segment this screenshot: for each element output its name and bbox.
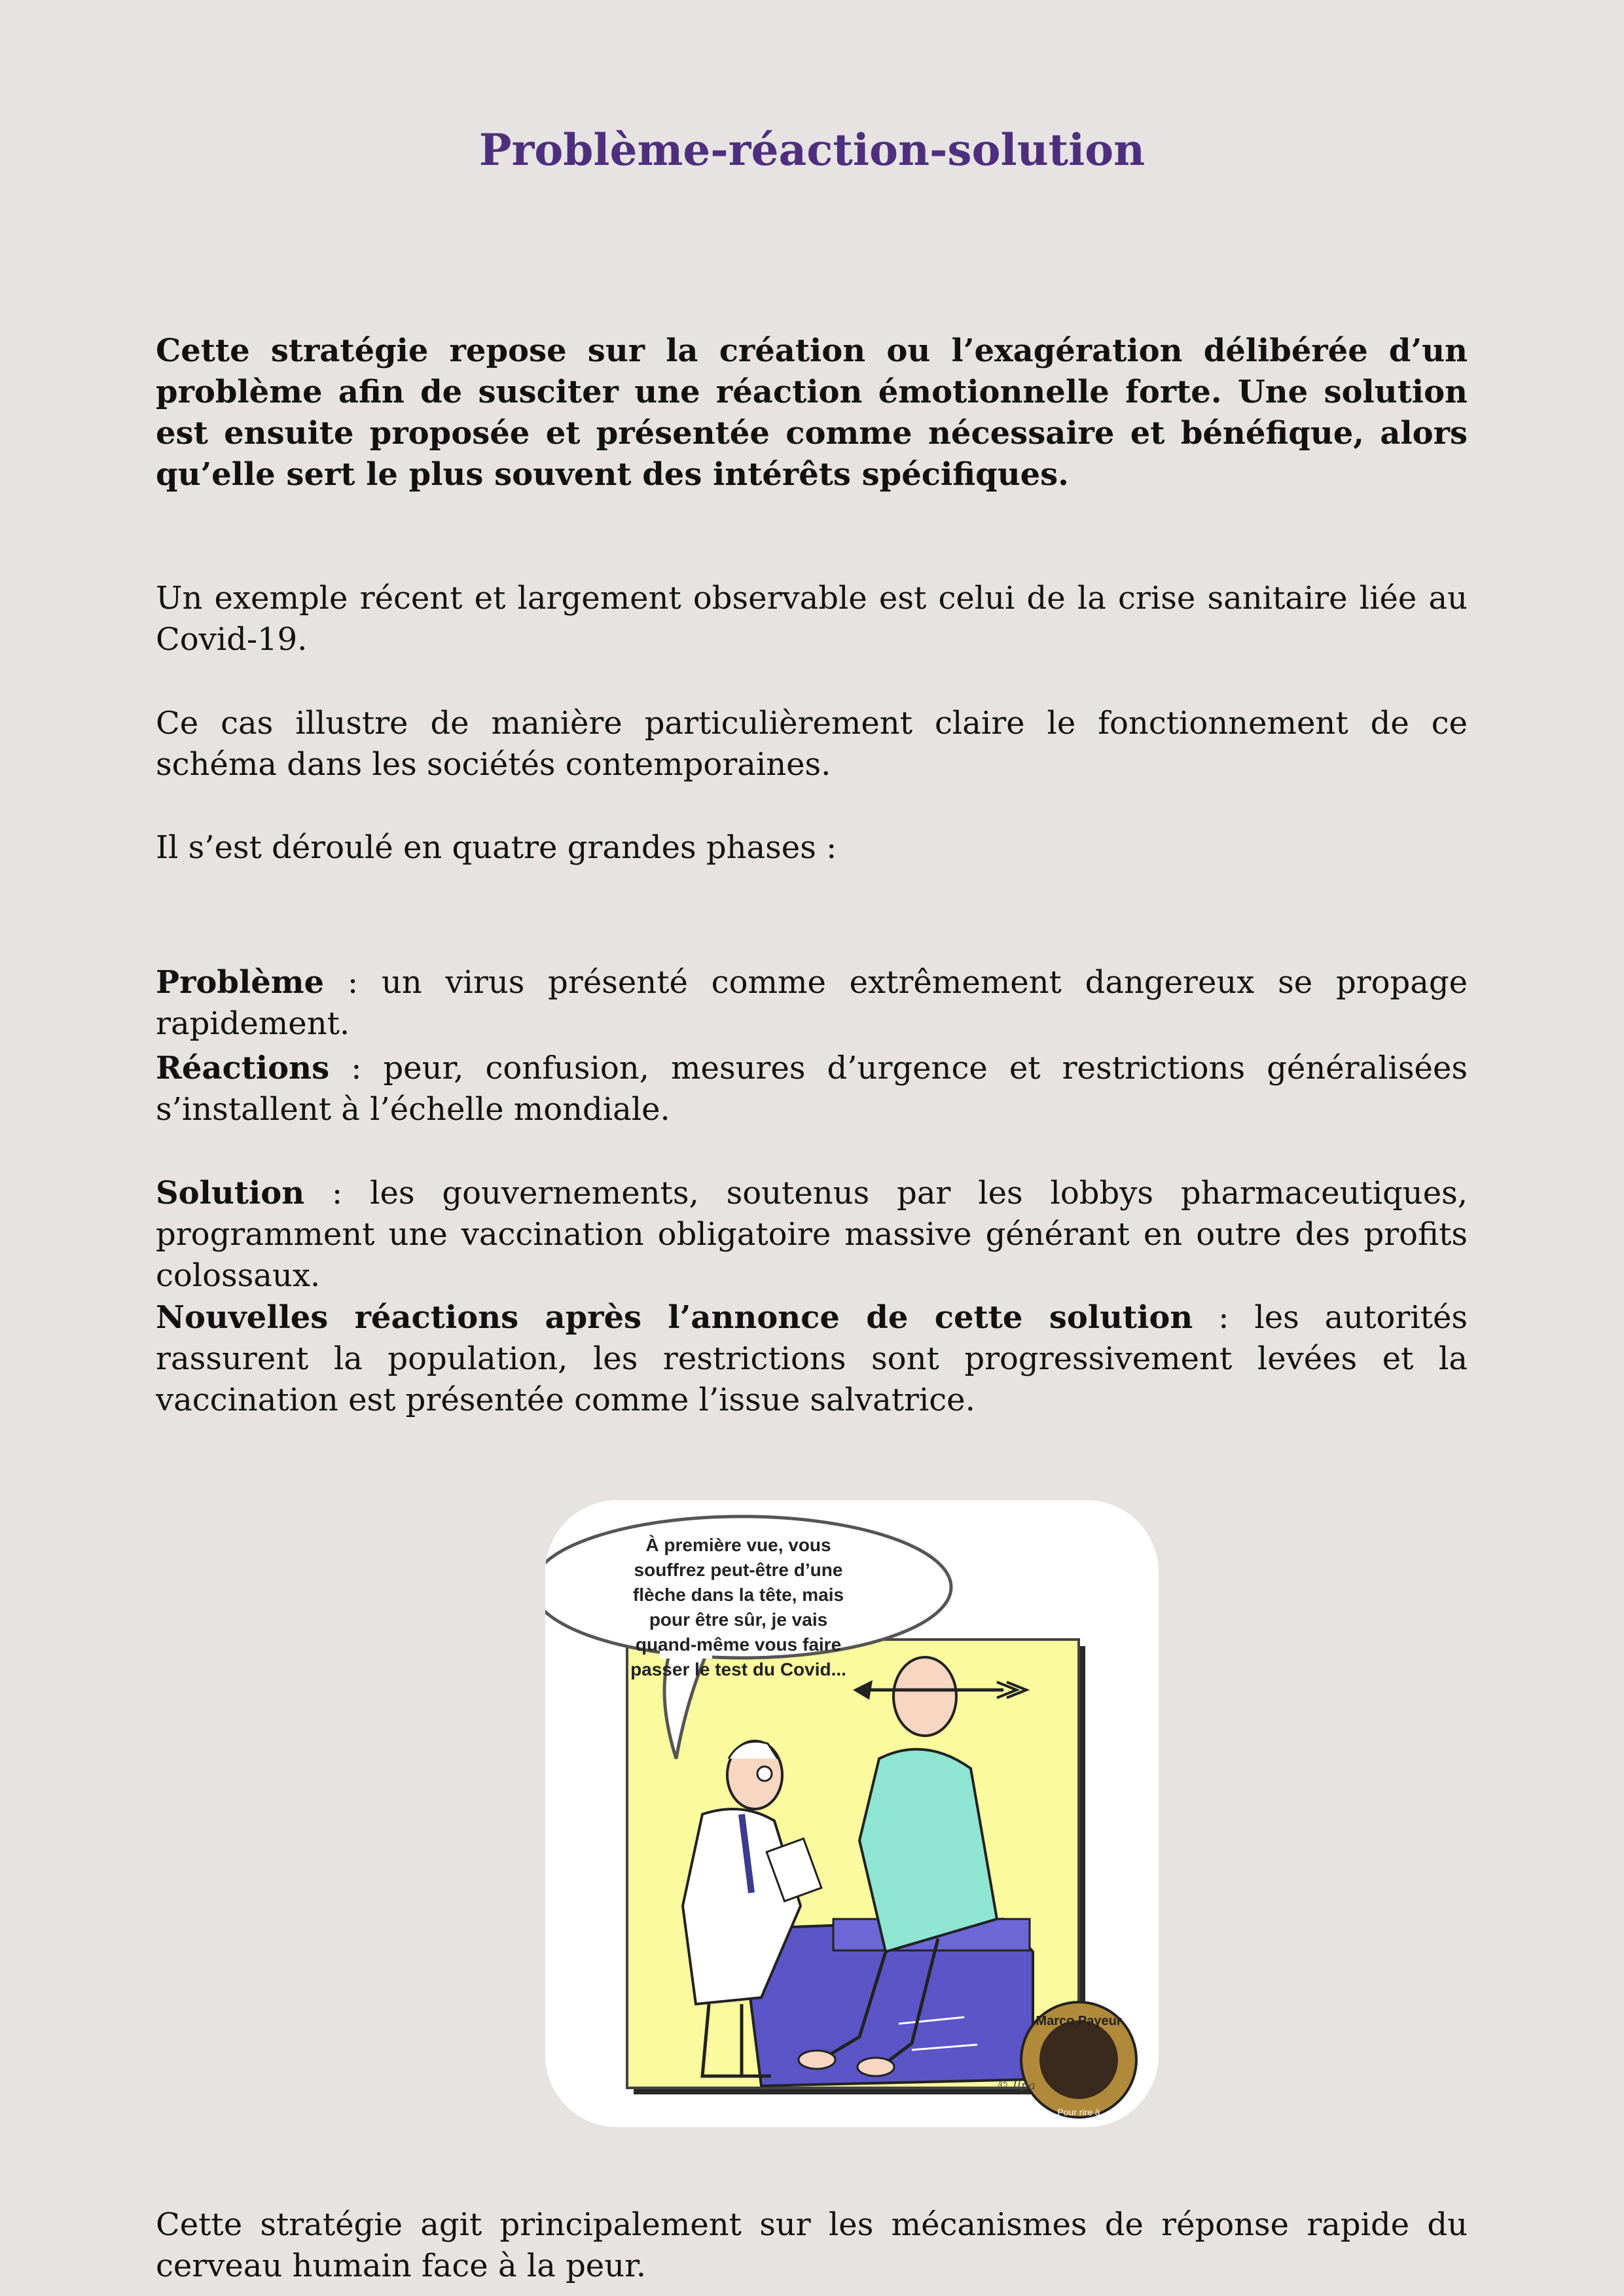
seal-inner: [1039, 2020, 1118, 2099]
seal-top-text: Marco Payeur: [1036, 2014, 1122, 2028]
phase-text: les autorités rassurent la population, les restrictions sont progressivement levées et la vaccination est présentée comme l’issue salvatrice.: [156, 1299, 1468, 1418]
phase-text: les gouvernements, soutenus par les lobbys pharmaceutiques, programment une vaccination obligatoire massive générant en outre des profits colossaux.: [156, 1175, 1468, 1294]
paragraph-example: Un exemple récent et largement observable est celui de la crise sanitaire liée au Covid-19.: [156, 580, 1468, 658]
phase-solution: [156, 1173, 1468, 1297]
phase-label: Réactions: [156, 1050, 330, 1086]
closing-paragraph: Cette stratégie agit principalement sur les mécanismes de réponse rapide du cerveau humain face à la peur.: [156, 2206, 1468, 2284]
phase-new-reactions: [156, 1297, 1468, 1421]
phase-label: Solution: [156, 1175, 305, 1211]
phase-problem: [156, 962, 1468, 1045]
phase-label: Problème: [156, 964, 325, 1001]
phase-text: peur, confusion, mesures d’urgence et restrictions généralisées s’installent à l’échelle mondiale.: [156, 1050, 1468, 1128]
seal-bottom-text: Pour rire à: [1057, 2107, 1100, 2117]
phase-separator: :: [304, 1175, 370, 1211]
paragraph-phases-intro: Il s’est déroulé en quatre grandes phases :: [156, 829, 837, 866]
intro-paragraph: Cette stratégie repose sur la création ou l’exagération délibérée d’un problème afin de susciter une réaction émotionnelle forte. Une solution est ensuite proposée et présentée comme nécessaire et bénéfique, alors qu’elle sert le plus souvent des intérêts spécifiques.: [156, 332, 1468, 493]
artist-signature: © Ilpa: [997, 2079, 1036, 2092]
paragraph-illustration: Ce cas illustre de manière particulièrement claire le fonctionnement de ce schéma dans les sociétés contemporaines.: [156, 705, 1468, 783]
patient-head: [893, 1657, 956, 1736]
patient-foot: [857, 2058, 894, 2076]
phase-separator: :: [329, 1050, 384, 1086]
phase-reactions: [156, 1048, 1468, 1130]
doctor-glasses: [757, 1767, 772, 1781]
phase-label: Nouvelles réactions après l’annonce de cette solution: [156, 1299, 1193, 1336]
cartoon-illustration: [545, 1500, 1159, 2127]
page-title: Problème-réaction-solution: [478, 124, 1146, 175]
phase-separator: :: [1193, 1299, 1255, 1336]
phase-separator: :: [324, 964, 382, 1001]
phase-text: un virus présenté comme extrêmement dangereux se propage rapidement.: [156, 964, 1468, 1042]
patient-foot: [799, 2051, 835, 2069]
speech-bubble-text: À première vue, vous souffrez peut-être d’une flèche dans la tête, mais pour être sûr, je vais quand-même vous faire passer le test du Covid...: [630, 1535, 846, 1679]
